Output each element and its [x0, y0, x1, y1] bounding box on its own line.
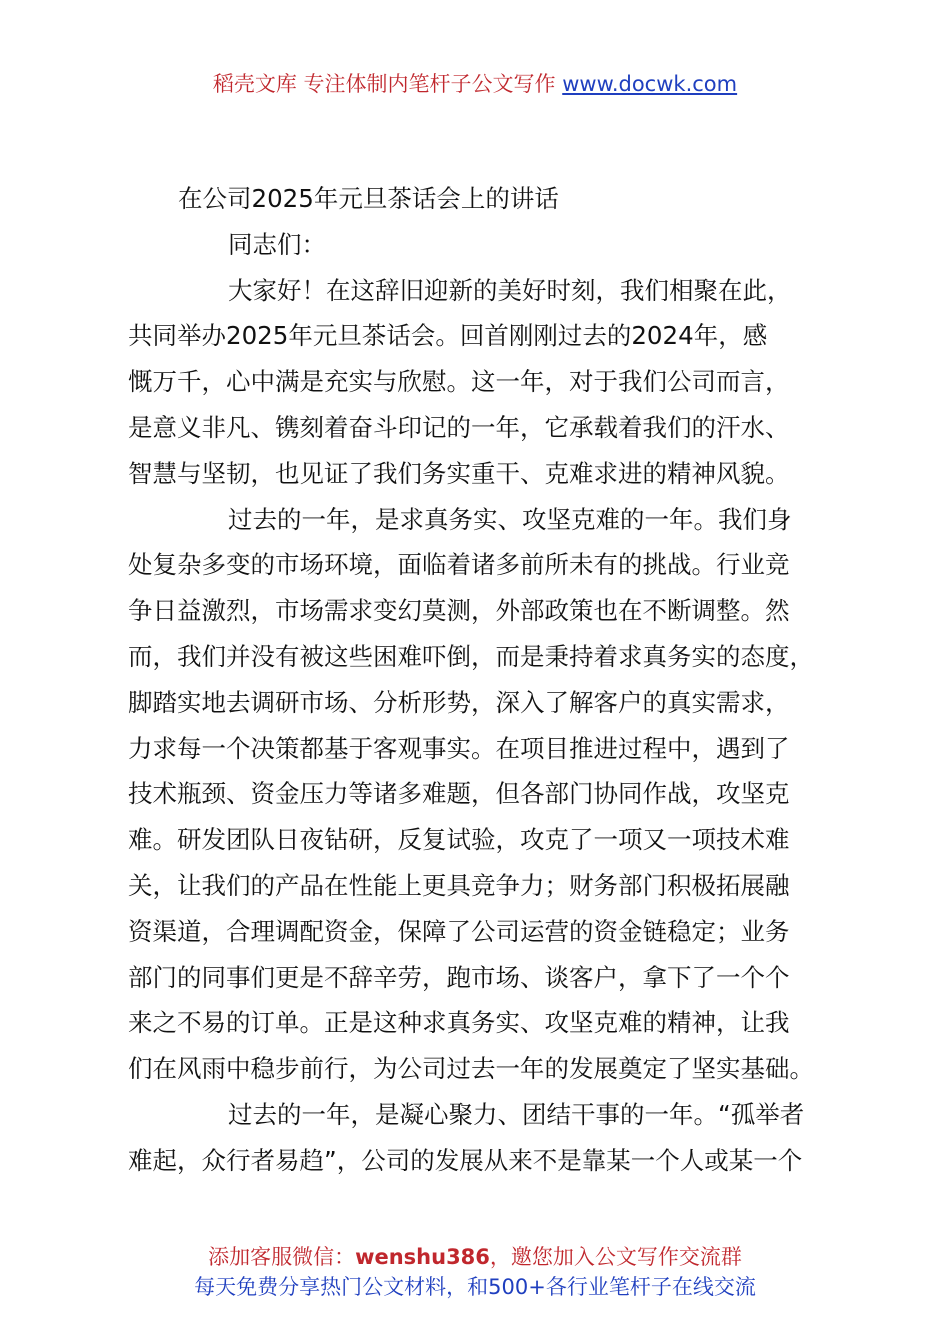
document-body — [128, 176, 836, 1184]
text-line: 力求每一个决策都基于客观事实。在项目推进过程中，遇到了 — [128, 733, 790, 763]
footer-line-1 — [0, 1242, 950, 1272]
salutation: 同志们： — [228, 229, 326, 259]
text-line: 脚踏实地去调研市场、分析形势，深入了解客户的真实需求， — [128, 687, 790, 717]
text-line: 关，让我们的产品在性能上更具竞争力；财务部门积极拓展融 — [128, 870, 790, 900]
text-line: 们在风雨中稳步前行，为公司过去一年的发展奠定了坚实基础。 — [128, 1054, 814, 1084]
footer-wechat-id: wenshu386 — [355, 1245, 490, 1269]
text-line: 技术瓶颈、资金压力等诸多难题，但各部门协同作战，攻坚克 — [128, 779, 790, 809]
header-link[interactable]: www.docwk.com — [562, 72, 738, 96]
text-line: 难起，众行者易趋”，公司的发展从来不是靠某一个人或某一个 — [128, 1145, 803, 1175]
text-line: 资渠道，合理调配资金，保障了公司运营的资金链稳定；业务 — [128, 916, 790, 946]
text-line: 处复杂多变的市场环境，面临着诸多前所未有的挑战。行业竞 — [128, 550, 790, 580]
text-line: 慨万千，心中满是充实与欣慰。这一年，对于我们公司而言， — [128, 367, 790, 397]
text-line: 争日益激烈，市场需求变幻莫测，外部政策也在不断调整。然 — [128, 596, 790, 626]
text-line: 来之不易的订单。正是这种求真务实、攻坚克难的精神，让我 — [128, 1008, 790, 1038]
header-brand: 稻壳文库 专注体制内笔杆子公文写作 — [212, 72, 563, 96]
page-footer — [0, 1242, 950, 1302]
page-header — [0, 70, 950, 98]
text-line: 而，我们并没有被这些困难吓倒，而是秉持着求真务实的态度， — [128, 641, 814, 671]
footer-prefix: 添加客服微信： — [208, 1245, 356, 1269]
text-line: 过去的一年，是凝心聚力、团结干事的一年。“孤举者 — [228, 1099, 805, 1129]
text-line: 是意义非凡、镌刻着奋斗印记的一年，它承载着我们的汗水、 — [128, 412, 790, 442]
text-line: 过去的一年，是求真务实、攻坚克难的一年。我们身 — [228, 504, 792, 534]
text-line: 智慧与坚韧，也见证了我们务实重干、克难求进的精神风貌。 — [128, 458, 790, 488]
footer-line-2: 每天免费分享热门公文材料，和500+各行业笔杆子在线交流 — [194, 1275, 756, 1299]
document-title: 在公司2025年元旦茶话会上的讲话 — [178, 184, 559, 213]
text-line: 难。研发团队日夜钻研，反复试验，攻克了一项又一项技术难 — [128, 825, 790, 855]
text-line: 部门的同事们更是不辞辛劳，跑市场、谈客户，拿下了一个个 — [128, 962, 790, 992]
text-line: 大家好！在这辞旧迎新的美好时刻，我们相聚在此， — [228, 275, 792, 305]
footer-suffix: ，邀您加入公文写作交流群 — [489, 1245, 742, 1269]
text-line: 共同举办2025年元旦茶话会。回首刚刚过去的2024年，感 — [128, 321, 768, 351]
